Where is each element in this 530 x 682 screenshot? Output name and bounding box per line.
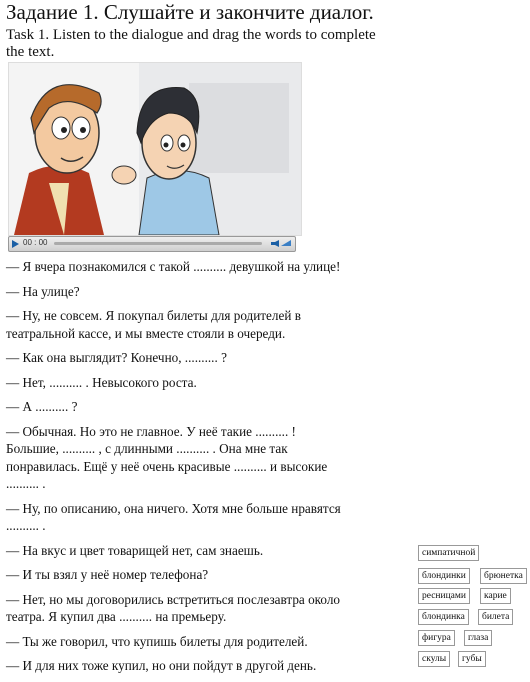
dialogue-line: — Как она выглядит? Конечно, .......... ? [6,350,227,365]
word-chip[interactable]: фигура [418,630,455,646]
word-chip[interactable]: блондинка [418,609,469,625]
play-icon[interactable] [12,240,19,248]
time-display: 00 : 00 [23,238,48,247]
word-chip[interactable]: блондинки [418,568,470,584]
dialogue-line: — Обычная. Но это не главное. У неё такие .......... ! Большие, .......... , с длинными .......... . Она мне так понравилась. Ещё у неё очень красивые .......... и высокие .......... . [6,423,328,491]
dialogue-line: — А .......... ? [6,399,78,414]
task-title: Задание 1. Слушайте и закончите диалог. [6,0,374,24]
audio-player[interactable] [8,236,296,252]
dialogue-line: — И ты взял у неё номер телефона? [6,567,209,582]
dialogue-line: — Ну, по описанию, она ничего. Хотя мне больше нравятся .......... . [6,500,341,533]
dialogue-line: — На улице? [6,283,80,299]
volume-icon[interactable] [271,240,291,247]
word-chip[interactable]: карие [480,588,511,604]
word-chip[interactable]: симпатичной [418,545,479,561]
dialogue-line: — Нет, .......... . Невысокого роста. [6,374,197,390]
word-chip[interactable]: скулы [418,651,450,667]
dialogue-text [6,258,351,682]
dialogue-line: — Нет, но мы договорились встретиться послезавтра около театра. Я купил два .......... на премьеру. [6,591,341,624]
dialogue-line: — На вкус и цвет товарищей нет, сам знаешь. [6,542,264,558]
task-subtitle: Task 1. Listen to the dialogue and drag the words to complete the text. [6,27,376,60]
dialogue-line: — И для них тоже купил, но они пойдут в другой день. [6,658,317,673]
cartoon-illustration [8,62,302,236]
dialogue-line: — Ну, не совсем. Я покупал билеты для родителей в театральной кассе, и мы вместе стояли в очереди. [6,308,301,341]
cartoon-image [9,63,301,235]
word-chip[interactable]: губы [458,651,486,667]
dialogue-line: — Я вчера познакомился с такой .......... девушкой на улице! [6,259,341,274]
word-chip[interactable]: брюнетка [480,568,527,584]
seek-bar[interactable] [54,242,262,245]
word-chip[interactable]: ресницами [418,588,470,604]
dialogue-line: — Ты же говорил, что купишь билеты для родителей. [6,633,308,649]
word-chip[interactable]: билета [478,609,513,625]
word-chip[interactable]: глаза [464,630,492,646]
